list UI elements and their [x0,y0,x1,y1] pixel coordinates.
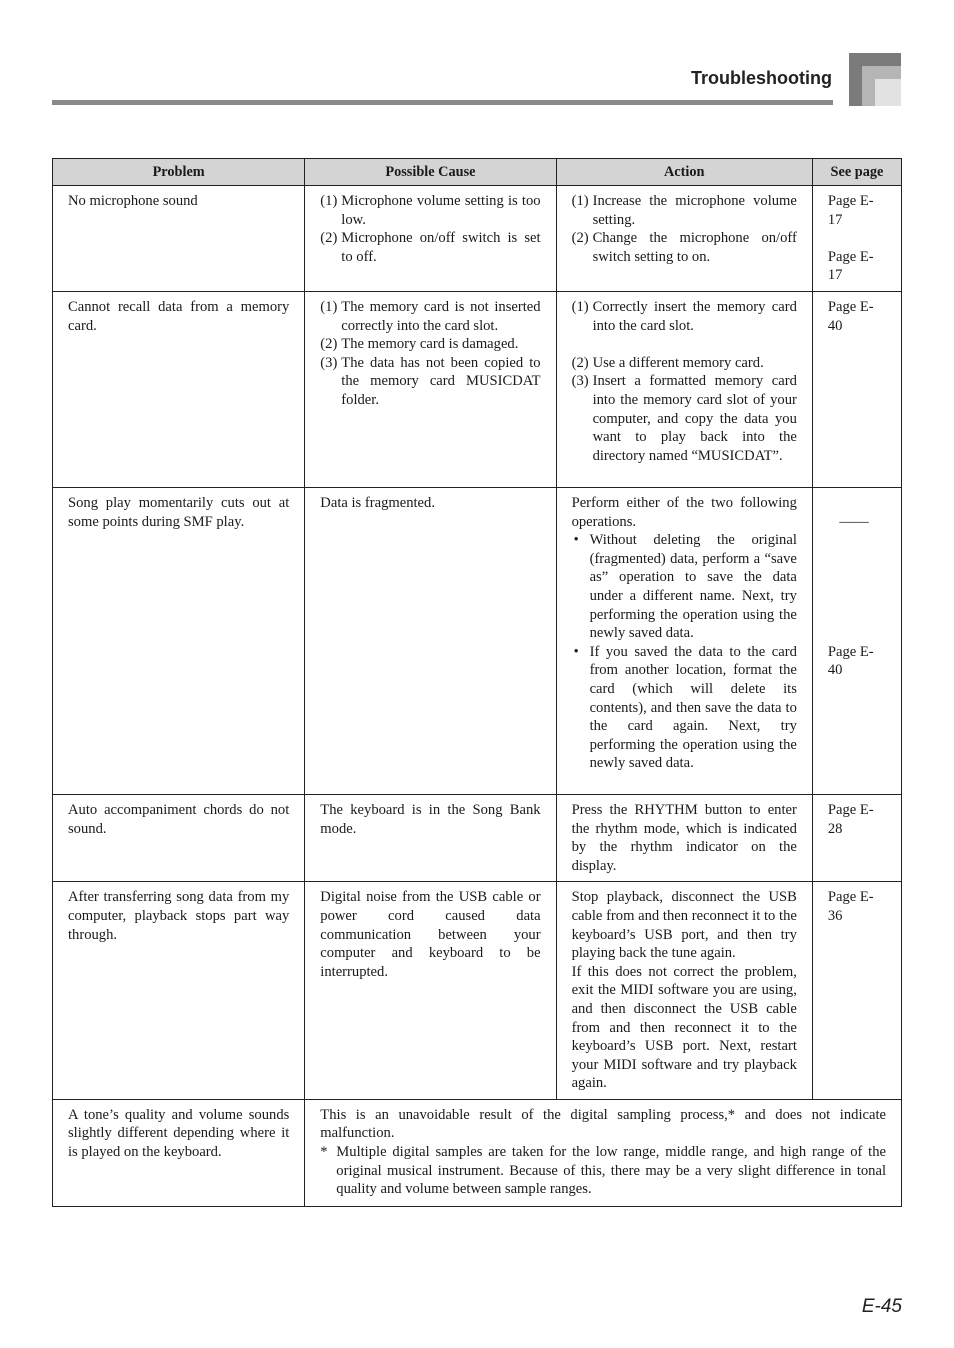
action-cell [556,291,812,487]
action-item: (2) Change the microphone on/off switch setting to on. [571,230,797,265]
cause-cell: Data is fragmented. [305,487,556,794]
table-row [53,794,902,881]
action-item: (1) Correctly insert the memory card into the card slot. [571,298,797,334]
page-reference: Page E-28 [827,801,874,837]
action-item: (2) Use a different memory card. [571,354,764,371]
page-reference: Page E-17 [827,193,874,228]
action-cell: Stop playback, disconnect the USB cable from and then reconnect it to the keyboard’s USB port, and then try playing back the tune again. If this does not correct the problem, exit the MIDI software you are using, and then disconnect the USB cable from and then reconnect it to the keyboard’s USB port. Next, restart your MIDI software and try playback again. [556,882,812,1100]
problem-cell: A tone’s quality and volume sounds slightly different depending where it is played on the keyboard. [53,1099,305,1206]
see-page-cell [812,291,901,487]
see-page-cell [812,487,901,794]
cause-cell: The keyboard is in the Song Bank mode. [305,794,556,881]
table-row [53,291,902,487]
cause-item: (3) The data has not been copied to the memory card MUSICDAT folder. [320,354,541,408]
column-header-problem: Problem [53,159,305,186]
explanation-text: This is an unavoidable result of the digital sampling process,* and does not indicate malfunction. [320,1106,886,1142]
action-cell: Press the RHYTHM button to enter the rhythm mode, which is indicated by the rhythm indicator on the display. [556,794,812,881]
cause-item: (2) Microphone on/off switch is set to off. [320,230,541,265]
page-reference-none: —— [839,513,869,530]
action-item: (1) Increase the microphone volume setting. [571,193,797,228]
action-cell [556,186,812,292]
column-header-see-page: See page [812,159,901,186]
table-row [53,1099,902,1206]
see-page-cell [812,186,901,292]
action-cell: Perform either of the two following operations. • Without deleting the original (fragmented) data, perform a “save as” operation to save the data under a different name. Next, try performing the operation using the newly saved data. • If you saved the data to the card from another location, format the card (which will delete its contents), and then save the data to the card again. Next, try performing the operation using the newly saved data. [556,487,812,794]
page-reference: Page E-17 [827,248,874,284]
cause-cell: Digital noise from the USB cable or power cord caused data communication between your computer and keyboard to be interrupted. [305,882,556,1100]
table-row [53,487,902,794]
cause-cell [305,291,556,487]
problem-cell: Song play momentarily cuts out at some points during SMF play. [53,487,305,794]
problem-cell: Auto accompaniment chords do not sound. [53,794,305,881]
action-bullet-item: • If you saved the data to the card from another location, format the card (which will delete its contents), and then save the data to the card again. Next, try performing the operation using the newly saved data. [573,643,797,772]
troubleshooting-table [52,158,902,1207]
column-header-possible-cause: Possible Cause [305,159,556,186]
see-page-cell [812,882,901,1100]
page-number: E-45 [861,1296,902,1317]
explanation-cell [305,1099,902,1206]
table-row [53,186,902,292]
corner-tab-decoration-light [875,79,901,106]
column-header-action: Action [556,159,812,186]
cause-cell [305,186,556,292]
page-reference: Page E-40 [827,643,874,679]
cause-item: (1) The memory card is not inserted correctly into the card slot. [320,298,541,334]
cause-item: (1) Microphone volume setting is too low. [320,193,541,228]
footnote: * Multiple digital samples are taken for the low range, middle range, and high range of the original musical instrument. Because of this, there may be a very slight difference in tonal quality and volume between sample ranges. [320,1144,886,1198]
bullet-icon: • [573,643,579,660]
problem-cell: After transferring song data from my computer, playback stops part way through. [53,882,305,1100]
see-page-cell [812,794,901,881]
problem-cell: No microphone sound [53,186,305,292]
page-title: Troubleshooting [691,68,832,88]
table-header-row [53,159,902,186]
action-item: (3) Insert a formatted memory card into the memory card slot of your computer, and copy the data you want to play back into the directory named “MUSICDAT”. [571,373,797,464]
action-bullet-item: • Without deleting the original (fragmented) data, perform a “save as” operation to save the data under a different name. Next, try performing the operation using the newly saved data. [573,532,797,642]
cause-item: (2) The memory card is damaged. [320,336,519,353]
table-row [53,882,902,1100]
page-reference: Page E-40 [827,298,874,334]
problem-cell: Cannot recall data from a memory card. [53,291,305,487]
header-rule [52,100,833,105]
bullet-icon: • [573,532,579,549]
page-reference: Page E-36 [827,889,874,924]
